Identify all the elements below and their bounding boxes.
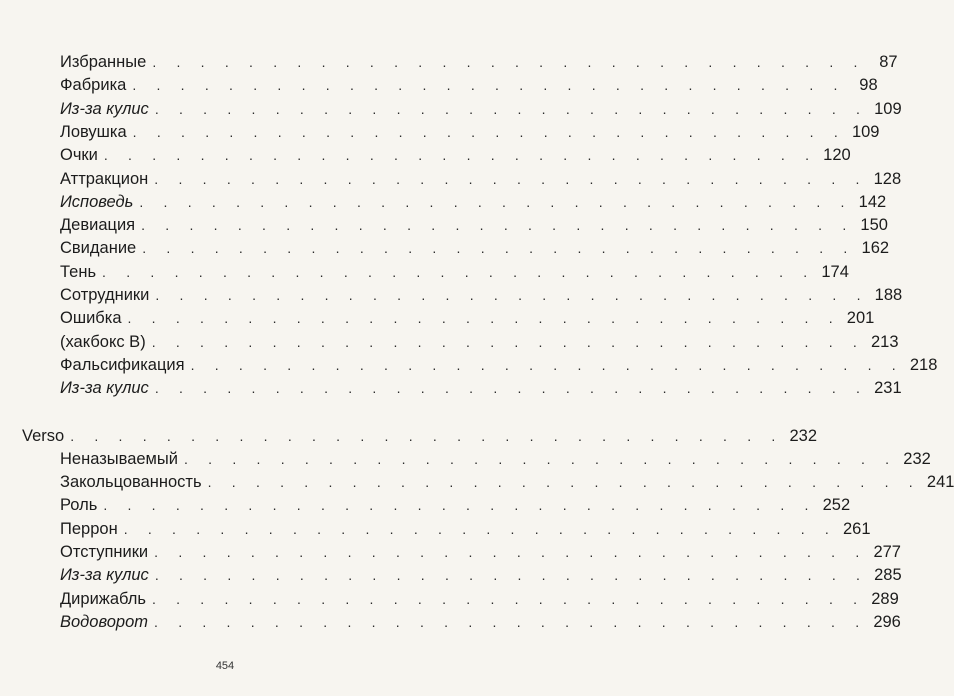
toc-entry-page-number: 232: [789, 426, 818, 445]
toc-entry-title: Перрон: [60, 519, 118, 538]
toc-entry[interactable]: [60, 494, 851, 517]
toc-entry-page-number: 201: [846, 309, 875, 328]
toc-entry-title: Аттракцион: [60, 169, 149, 188]
toc-entry-page-number: 277: [873, 543, 901, 561]
toc-entry-title: Из-за кулис: [60, 379, 149, 398]
dot-leader: . . . . . . . . . . . . . . . . . . . . . . . . . . . . . .: [190, 356, 904, 373]
dot-leader: . . . . . . . . . . . . . . . . . . . . . . . . . . . . . .: [142, 240, 856, 257]
toc-entry-title: Verso: [22, 426, 65, 445]
toc-entry-page-number: 285: [874, 566, 902, 585]
toc-entry-page-number: 174: [821, 262, 849, 281]
toc-entry-title: (хакбокс В): [60, 332, 146, 351]
toc-entry-page-number: 188: [874, 286, 903, 304]
toc-entry[interactable]: [60, 191, 887, 214]
dot-leader: . . . . . . . . . . . . . . . . . . . . . . . . . . . . . .: [154, 100, 869, 117]
dot-leader: . . . . . . . . . . . . . . . . . . . . . . . . . . . . . .: [183, 450, 898, 467]
dot-leader: . . . . . . . . . . . . . . . . . . . . . . . . . . . . . .: [123, 520, 837, 537]
toc-entry-page-number: 109: [851, 122, 880, 141]
dot-leader: . . . . . . . . . . . . . . . . . . . . . . . . . . . . . .: [132, 77, 846, 94]
toc-entry-title: Исповедь: [60, 192, 134, 211]
toc-entry-page-number: 289: [871, 589, 899, 608]
toc-entry-page-number: 252: [822, 496, 851, 515]
dot-leader: . . . . . . . . . . . . . . . . . . . . . . . . . . . . . .: [132, 123, 846, 140]
toc-entry-title: Водоворот: [60, 612, 149, 631]
dot-leader: . . . . . . . . . . . . . . . . . . . . . . . . . . . . . .: [127, 310, 841, 327]
toc-entry-title: Сотрудники: [60, 286, 150, 304]
toc-entry-title: Фальсификация: [60, 355, 185, 374]
toc-entry-title: Закольцованность: [60, 473, 202, 492]
toc-entry[interactable]: [60, 518, 871, 541]
dot-leader: . . . . . . . . . . . . . . . . . . . . . . . . . . . . . .: [141, 217, 855, 234]
dot-leader: . . . . . . . . . . . . . . . . . . . . . . . . . . . . . .: [139, 193, 853, 210]
toc-entry-title: Из-за кулис: [60, 99, 149, 118]
dot-leader: . . . . . . . . . . . . . . . . . . . . . . . . . . . . . .: [154, 380, 869, 397]
toc-entry-page-number: 142: [858, 192, 887, 211]
page-number: 454: [215, 660, 235, 672]
toc-entry[interactable]: [60, 331, 899, 354]
toc-entry-page-number: 87: [879, 53, 898, 71]
dot-leader: . . . . . . . . . . . . . . . . . . . . . . . . . . . . . .: [207, 474, 921, 491]
dot-leader: . . . . . . . . . . . . . . . . . . . . . . . . . . . . . .: [154, 567, 869, 584]
toc-entry[interactable]: [60, 541, 901, 564]
toc-entry-title: Очки: [60, 146, 98, 165]
toc-entry-page-number: 218: [909, 355, 938, 374]
toc-entry[interactable]: [60, 98, 902, 121]
toc-entry[interactable]: [60, 121, 880, 144]
toc-entry[interactable]: [60, 261, 849, 284]
dot-leader: . . . . . . . . . . . . . . . . . . . . . . . . . . . . . .: [151, 333, 865, 350]
toc-entry[interactable]: [60, 74, 878, 97]
toc-entry[interactable]: [60, 448, 931, 471]
dot-leader: . . . . . . . . . . . . . . . . . . . . . . . . . . . . . .: [151, 590, 866, 607]
dot-leader: . . . . . . . . . . . . . . . . . . . . . . . . . . . . . .: [103, 147, 818, 164]
toc-entry-page-number: 150: [860, 216, 888, 235]
toc-entry-title: Из-за кулис: [60, 566, 149, 585]
dot-leader: . . . . . . . . . . . . . . . . . . . . . . . . . . . . . .: [70, 427, 784, 444]
toc-entry[interactable]: [60, 284, 903, 307]
toc-entry[interactable]: [60, 611, 901, 634]
toc-entry-page-number: 120: [823, 146, 851, 165]
toc-entry[interactable]: [60, 564, 902, 587]
dot-leader: . . . . . . . . . . . . . . . . . . . . . . . . . . . . . .: [152, 54, 866, 70]
toc-entry[interactable]: [60, 168, 902, 191]
toc-entry[interactable]: [60, 307, 875, 330]
toc-entry-title: Ловушка: [60, 122, 127, 141]
toc-entry[interactable]: [60, 144, 851, 167]
toc-entry-title: Свидание: [60, 239, 137, 258]
toc-entry-page-number: 128: [873, 169, 902, 188]
toc-entry-title: Неназываемый: [60, 449, 178, 468]
toc-entry[interactable]: [60, 354, 938, 377]
toc-entry-title: Роль: [60, 496, 98, 515]
dot-leader: . . . . . . . . . . . . . . . . . . . . . . . . . . . . . .: [155, 287, 869, 303]
dot-leader: . . . . . . . . . . . . . . . . . . . . . . . . . . . . . .: [154, 170, 868, 187]
toc-entry[interactable]: [60, 471, 954, 494]
toc-entry-page-number: 231: [874, 379, 902, 398]
toc-entry-page-number: 232: [903, 449, 931, 468]
toc-entry-title: Ошибка: [60, 309, 122, 328]
toc-entry-page-number: 162: [861, 239, 890, 258]
toc-entry-title: Девиация: [60, 216, 136, 235]
dot-leader: . . . . . . . . . . . . . . . . . . . . . . . . . . . . . .: [154, 613, 868, 630]
toc-entry[interactable]: [60, 237, 890, 260]
dot-leader: . . . . . . . . . . . . . . . . . . . . . . . . . . . . . .: [102, 263, 816, 280]
toc-entry-page-number: 241: [926, 473, 954, 492]
toc-entry-page-number: 213: [870, 332, 899, 351]
toc-entry[interactable]: [60, 588, 899, 611]
dot-leader: . . . . . . . . . . . . . . . . . . . . . . . . . . . . . .: [103, 497, 817, 514]
toc-entry-title: Фабрика: [60, 76, 127, 95]
toc-entry-page-number: 261: [842, 519, 871, 538]
toc-entry-title: Избранные: [60, 53, 147, 71]
toc-entry-page-number: 296: [873, 612, 901, 631]
dot-leader: . . . . . . . . . . . . . . . . . . . . . . . . . . . . . .: [154, 544, 868, 560]
toc-entry[interactable]: [22, 425, 818, 448]
toc-entry-title: Тень: [60, 262, 97, 281]
toc-entry-title: Отступники: [60, 543, 149, 561]
toc-entry[interactable]: [60, 214, 888, 237]
toc-entry-page-number: 109: [874, 99, 902, 118]
toc-entry[interactable]: [60, 377, 902, 400]
toc-entry-title: Дирижабль: [60, 589, 146, 608]
toc-entry-page-number: 98: [859, 76, 878, 95]
toc-entry[interactable]: [60, 51, 898, 74]
